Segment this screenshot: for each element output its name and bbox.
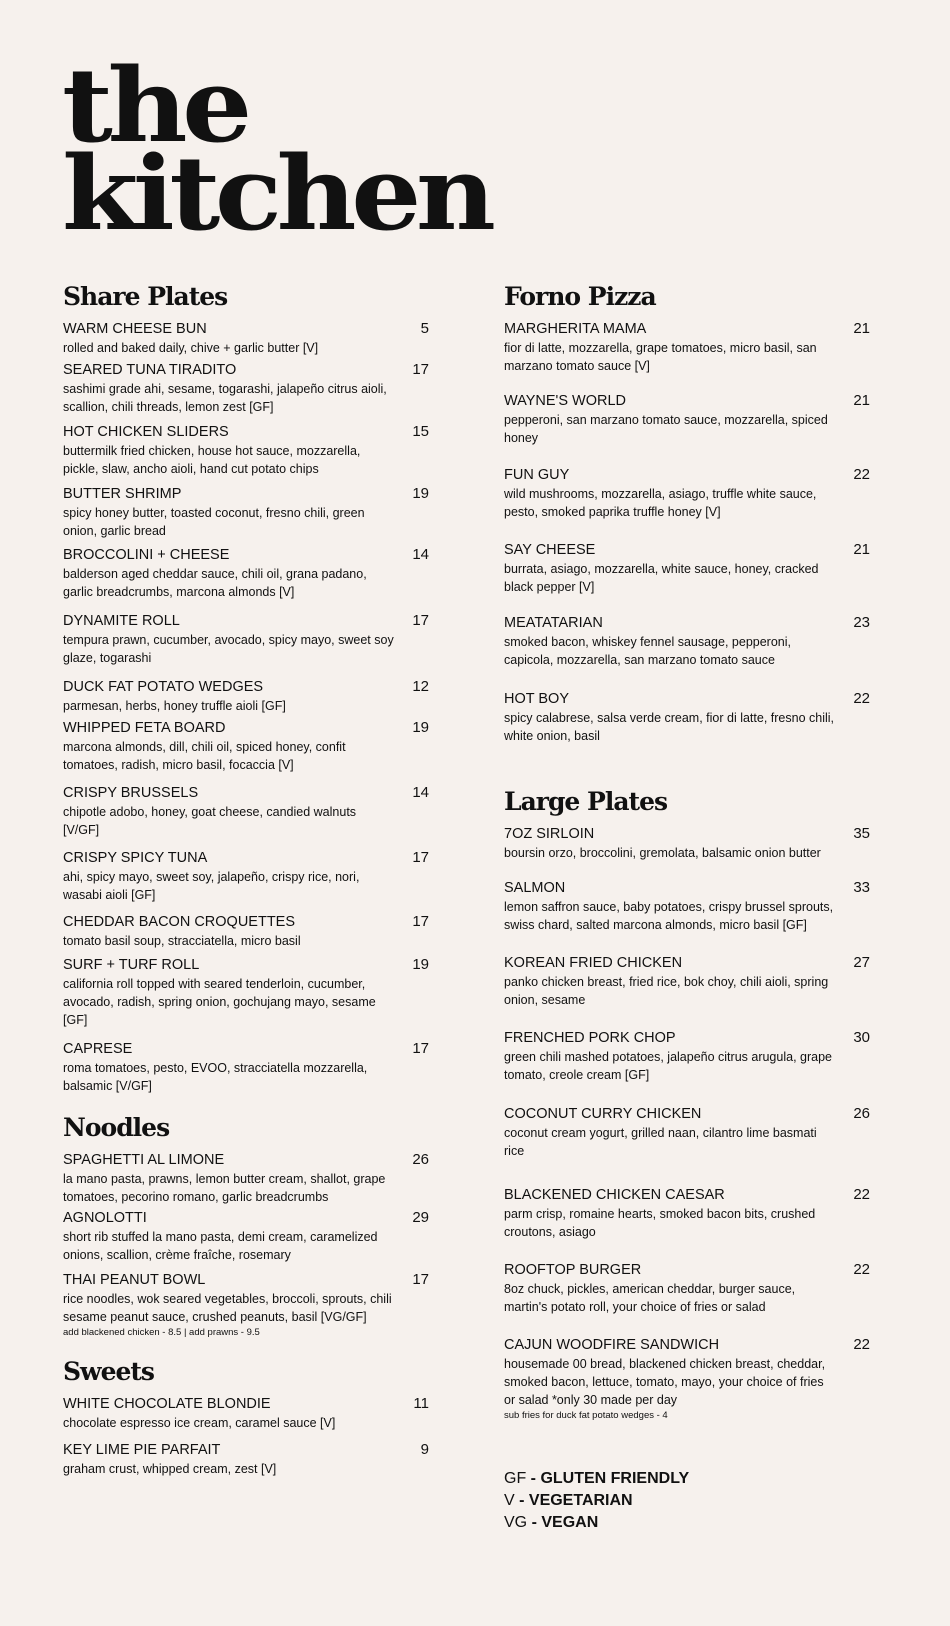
large-plates-title: Large Plates xyxy=(504,787,668,816)
menu-item xyxy=(504,319,876,375)
menu-item xyxy=(63,1039,435,1095)
title-line-2: kitchen xyxy=(62,134,491,254)
item-price: 19 xyxy=(412,485,429,502)
item-description: parmesan, herbs, honey truffle aioli [GF] xyxy=(63,699,286,713)
menu-item xyxy=(63,1270,435,1339)
item-price: 14 xyxy=(412,784,429,801)
item-description: tempura prawn, cucumber, avocado, spicy mayo, sweet soy glaze, togarashi xyxy=(63,633,394,665)
item-price: 21 xyxy=(853,320,870,337)
right-column xyxy=(504,278,876,1534)
item-name: SPAGHETTI AL LIMONE xyxy=(63,1151,225,1169)
item-price: 15 xyxy=(412,423,429,440)
legend-item xyxy=(504,1512,876,1534)
menu-item xyxy=(63,545,435,601)
item-name: KOREAN FRIED CHICKEN xyxy=(504,954,683,972)
item-name: CRISPY BRUSSELS xyxy=(63,784,199,802)
noodles-title: Noodles xyxy=(63,1113,170,1142)
item-description: coconut cream yogurt, grilled naan, cilantro lime basmati rice xyxy=(504,1126,817,1158)
item-name: BROCCOLINI + CHEESE xyxy=(63,546,230,564)
item-price: 33 xyxy=(853,879,870,896)
item-description: smoked bacon, whiskey fennel sausage, pepperoni, capicola, mozzarella, san marzano tomato sauce xyxy=(504,635,791,667)
legend-label: GLUTEN FRIENDLY xyxy=(540,1470,690,1487)
menu-item xyxy=(63,1440,435,1478)
legend-item xyxy=(504,1468,876,1490)
forno-pizza-section xyxy=(504,278,876,745)
item-price: 12 xyxy=(412,678,429,695)
menu-item xyxy=(504,1028,876,1084)
item-description: parm crisp, romaine hearts, smoked bacon bits, crushed croutons, asiago xyxy=(504,1207,816,1239)
item-description: boursin orzo, broccolini, gremolata, balsamic onion butter xyxy=(504,846,821,860)
menu-item xyxy=(63,1394,435,1432)
left-column xyxy=(63,278,435,1478)
menu-item xyxy=(504,953,876,1009)
item-description: marcona almonds, dill, chili oil, spiced honey, confit tomatoes, radish, micro basil, focaccia [V] xyxy=(63,740,346,772)
item-description: roma tomatoes, pesto, EVOO, stracciatella mozzarella, balsamic [V/GF] xyxy=(63,1061,368,1093)
item-description: la mano pasta, prawns, lemon butter cream, shallot, grape tomatoes, pecorino romano, garlic breadcrumbs xyxy=(63,1172,386,1204)
item-name: SALMON xyxy=(504,879,566,897)
menu-item xyxy=(63,783,435,839)
menu-item xyxy=(504,1104,876,1160)
item-price: 26 xyxy=(853,1105,870,1122)
item-name: CAJUN WOODFIRE SANDWICH xyxy=(504,1336,720,1354)
item-price: 22 xyxy=(853,1336,870,1353)
item-price: 14 xyxy=(412,546,429,563)
item-name: AGNOLOTTI xyxy=(63,1209,147,1227)
item-description: spicy honey butter, toasted coconut, fresno chili, green onion, garlic bread xyxy=(63,506,365,538)
item-price: 22 xyxy=(853,690,870,707)
menu-item xyxy=(63,718,435,774)
item-price: 19 xyxy=(412,719,429,736)
menu-item xyxy=(504,1185,876,1241)
item-price: 35 xyxy=(853,825,870,842)
item-name: MEATATARIAN xyxy=(504,614,603,632)
item-name: BLACKENED CHICKEN CAESAR xyxy=(504,1186,725,1204)
item-description: green chili mashed potatoes, jalapeño citrus arugula, grape tomato, creole cream [GF] xyxy=(504,1050,832,1082)
item-name: SURF + TURF ROLL xyxy=(63,956,200,974)
menu-item xyxy=(504,1335,876,1422)
item-name: 7OZ SIRLOIN xyxy=(504,825,595,843)
menu-item xyxy=(63,912,435,950)
menu-title xyxy=(62,46,491,254)
sweets-section xyxy=(63,1353,435,1478)
menu-item xyxy=(504,689,876,745)
item-price: 19 xyxy=(412,956,429,973)
sweets-title: Sweets xyxy=(63,1357,155,1386)
item-name: COCONUT CURRY CHICKEN xyxy=(504,1105,702,1123)
legend-label: VEGAN xyxy=(541,1514,599,1531)
menu-item xyxy=(63,1208,435,1264)
legend-abbr: GF xyxy=(504,1470,527,1487)
item-description: spicy calabrese, salsa verde cream, fior di latte, fresno chili, white onion, basil xyxy=(504,711,834,743)
item-description: balderson aged cheddar sauce, chili oil, grana padano, garlic breadcrumbs, marcona almonds [V] xyxy=(63,567,367,599)
item-name: CAPRESE xyxy=(63,1040,133,1058)
menu-item xyxy=(63,422,435,478)
item-name: DUCK FAT POTATO WEDGES xyxy=(63,678,264,696)
menu-item xyxy=(63,319,435,357)
item-name: DYNAMITE ROLL xyxy=(63,612,180,630)
legend-separator: - xyxy=(527,1514,542,1531)
menu-item xyxy=(63,677,435,715)
item-description: ahi, spicy mayo, sweet soy, jalapeño, crispy rice, nori, wasabi aioli [GF] xyxy=(63,870,360,902)
forno-pizza-title: Forno Pizza xyxy=(504,282,656,311)
item-description: panko chicken breast, fried rice, bok choy, chili aioli, spring onion, sesame xyxy=(504,975,829,1007)
item-price: 17 xyxy=(412,849,429,866)
item-name: HOT CHICKEN SLIDERS xyxy=(63,423,229,441)
menu-item xyxy=(63,1150,435,1206)
item-name: SAY CHEESE xyxy=(504,541,596,559)
item-price: 21 xyxy=(853,541,870,558)
item-price: 29 xyxy=(412,1209,429,1226)
menu-item xyxy=(504,878,876,934)
share-plates-title: Share Plates xyxy=(63,282,228,311)
legend-separator: - xyxy=(526,1470,541,1487)
large-plates-section xyxy=(504,783,876,1422)
legend-label: VEGETARIAN xyxy=(528,1492,633,1509)
item-price: 22 xyxy=(853,1261,870,1278)
menu-item xyxy=(504,391,876,447)
item-description: pepperoni, san marzano tomato sauce, mozzarella, spiced honey xyxy=(504,413,828,445)
item-price: 30 xyxy=(853,1029,870,1046)
item-description: rice noodles, wok seared vegetables, broccoli, sprouts, chili sesame peanut sauce, crushed peanuts, basil [VG/GF] xyxy=(63,1292,392,1324)
legend-abbr: VG xyxy=(504,1514,528,1531)
item-price: 9 xyxy=(420,1441,429,1458)
item-price: 11 xyxy=(413,1395,429,1412)
item-price: 23 xyxy=(853,614,870,631)
item-price: 5 xyxy=(420,320,429,337)
item-name: BUTTER SHRIMP xyxy=(63,485,182,503)
item-name: HOT BOY xyxy=(504,690,569,708)
menu-item xyxy=(63,848,435,904)
menu-item xyxy=(63,955,435,1029)
item-name: CRISPY SPICY TUNA xyxy=(63,849,208,867)
menu-item xyxy=(63,611,435,667)
item-description: short rib stuffed la mano pasta, demi cream, caramelized onions, scallion, crème fraîche, rosemary xyxy=(63,1230,378,1262)
item-name: FRENCHED PORK CHOP xyxy=(504,1029,676,1047)
item-name: CHEDDAR BACON CROQUETTES xyxy=(63,913,296,931)
noodles-section xyxy=(63,1109,435,1339)
menu-item xyxy=(504,613,876,669)
item-description: housemade 00 bread, blackened chicken breast, cheddar, smoked bacon, lettuce, tomato, mayo, your choice of fries or salad *only 30 made per day xyxy=(504,1357,826,1407)
item-name: ROOFTOP BURGER xyxy=(504,1261,642,1279)
item-price: 22 xyxy=(853,466,870,483)
item-name: SEARED TUNA TIRADITO xyxy=(63,361,237,379)
item-name: WARM CHEESE BUN xyxy=(63,320,207,338)
item-price: 22 xyxy=(853,1186,870,1203)
item-description: graham crust, whipped cream, zest [V] xyxy=(63,1462,277,1476)
item-name: KEY LIME PIE PARFAIT xyxy=(63,1441,221,1459)
item-price: 26 xyxy=(412,1151,429,1168)
item-price: 17 xyxy=(412,1271,429,1288)
menu-item xyxy=(504,824,876,862)
item-name: THAI PEANUT BOWL xyxy=(63,1271,206,1289)
share-plates-section xyxy=(63,278,435,1095)
item-price: 17 xyxy=(412,612,429,629)
item-description: tomato basil soup, stracciatella, micro basil xyxy=(63,934,301,948)
item-name: WHITE CHOCOLATE BLONDIE xyxy=(63,1395,271,1413)
item-name: MARGHERITA MAMA xyxy=(504,320,647,338)
item-name: WHIPPED FETA BOARD xyxy=(63,719,226,737)
item-description: california roll topped with seared tenderloin, cucumber, avocado, radish, spring onion, gochujang mayo, sesame [GF] xyxy=(63,977,376,1027)
menu-item xyxy=(63,360,435,416)
item-description: rolled and baked daily, chive + garlic butter [V] xyxy=(63,341,319,355)
item-name: FUN GUY xyxy=(504,466,570,484)
legend-item xyxy=(504,1490,876,1512)
title-line-1: the xyxy=(62,46,247,166)
menu-item xyxy=(504,540,876,596)
item-description: 8oz chuck, pickles, american cheddar, burger sauce, martin's potato roll, your choice of fries or salad xyxy=(504,1282,796,1314)
item-description: lemon saffron sauce, baby potatoes, crispy brussel sprouts, swiss chard, salted marcona almonds, micro basil [GF] xyxy=(504,900,834,932)
item-price: 17 xyxy=(412,1040,429,1057)
menu-item xyxy=(63,484,435,540)
item-description: chocolate espresso ice cream, caramel sauce [V] xyxy=(63,1416,336,1430)
dietary-legend xyxy=(504,1468,876,1534)
legend-separator: - xyxy=(514,1492,529,1509)
item-name: WAYNE'S WORLD xyxy=(504,392,626,410)
item-description: burrata, asiago, mozzarella, white sauce, honey, cracked black pepper [V] xyxy=(504,562,819,594)
item-description: fior di latte, mozzarella, grape tomatoes, micro basil, san marzano tomato sauce [V] xyxy=(504,341,817,373)
item-description: buttermilk fried chicken, house hot sauce, mozzarella, pickle, slaw, ancho aioli, hand cut potato chips xyxy=(63,444,361,476)
menu-item xyxy=(504,1260,876,1316)
menu-item xyxy=(504,465,876,521)
item-price: 27 xyxy=(853,954,870,971)
item-price: 17 xyxy=(412,361,429,378)
item-description: sashimi grade ahi, sesame, togarashi, jalapeño citrus aioli, scallion, chili threads, lemon zest [GF] xyxy=(63,382,387,414)
item-note: sub fries for duck fat potato wedges - 4 xyxy=(504,1410,668,1421)
item-price: 17 xyxy=(412,913,429,930)
item-description: wild mushrooms, mozzarella, asiago, truffle white sauce, pesto, smoked paprika truffle honey [V] xyxy=(504,487,817,519)
item-note: add blackened chicken - 8.5 | add prawns - 9.5 xyxy=(63,1327,260,1338)
item-description: chipotle adobo, honey, goat cheese, candied walnuts [V/GF] xyxy=(63,805,357,837)
legend-abbr: V xyxy=(504,1492,515,1509)
item-price: 21 xyxy=(853,392,870,409)
